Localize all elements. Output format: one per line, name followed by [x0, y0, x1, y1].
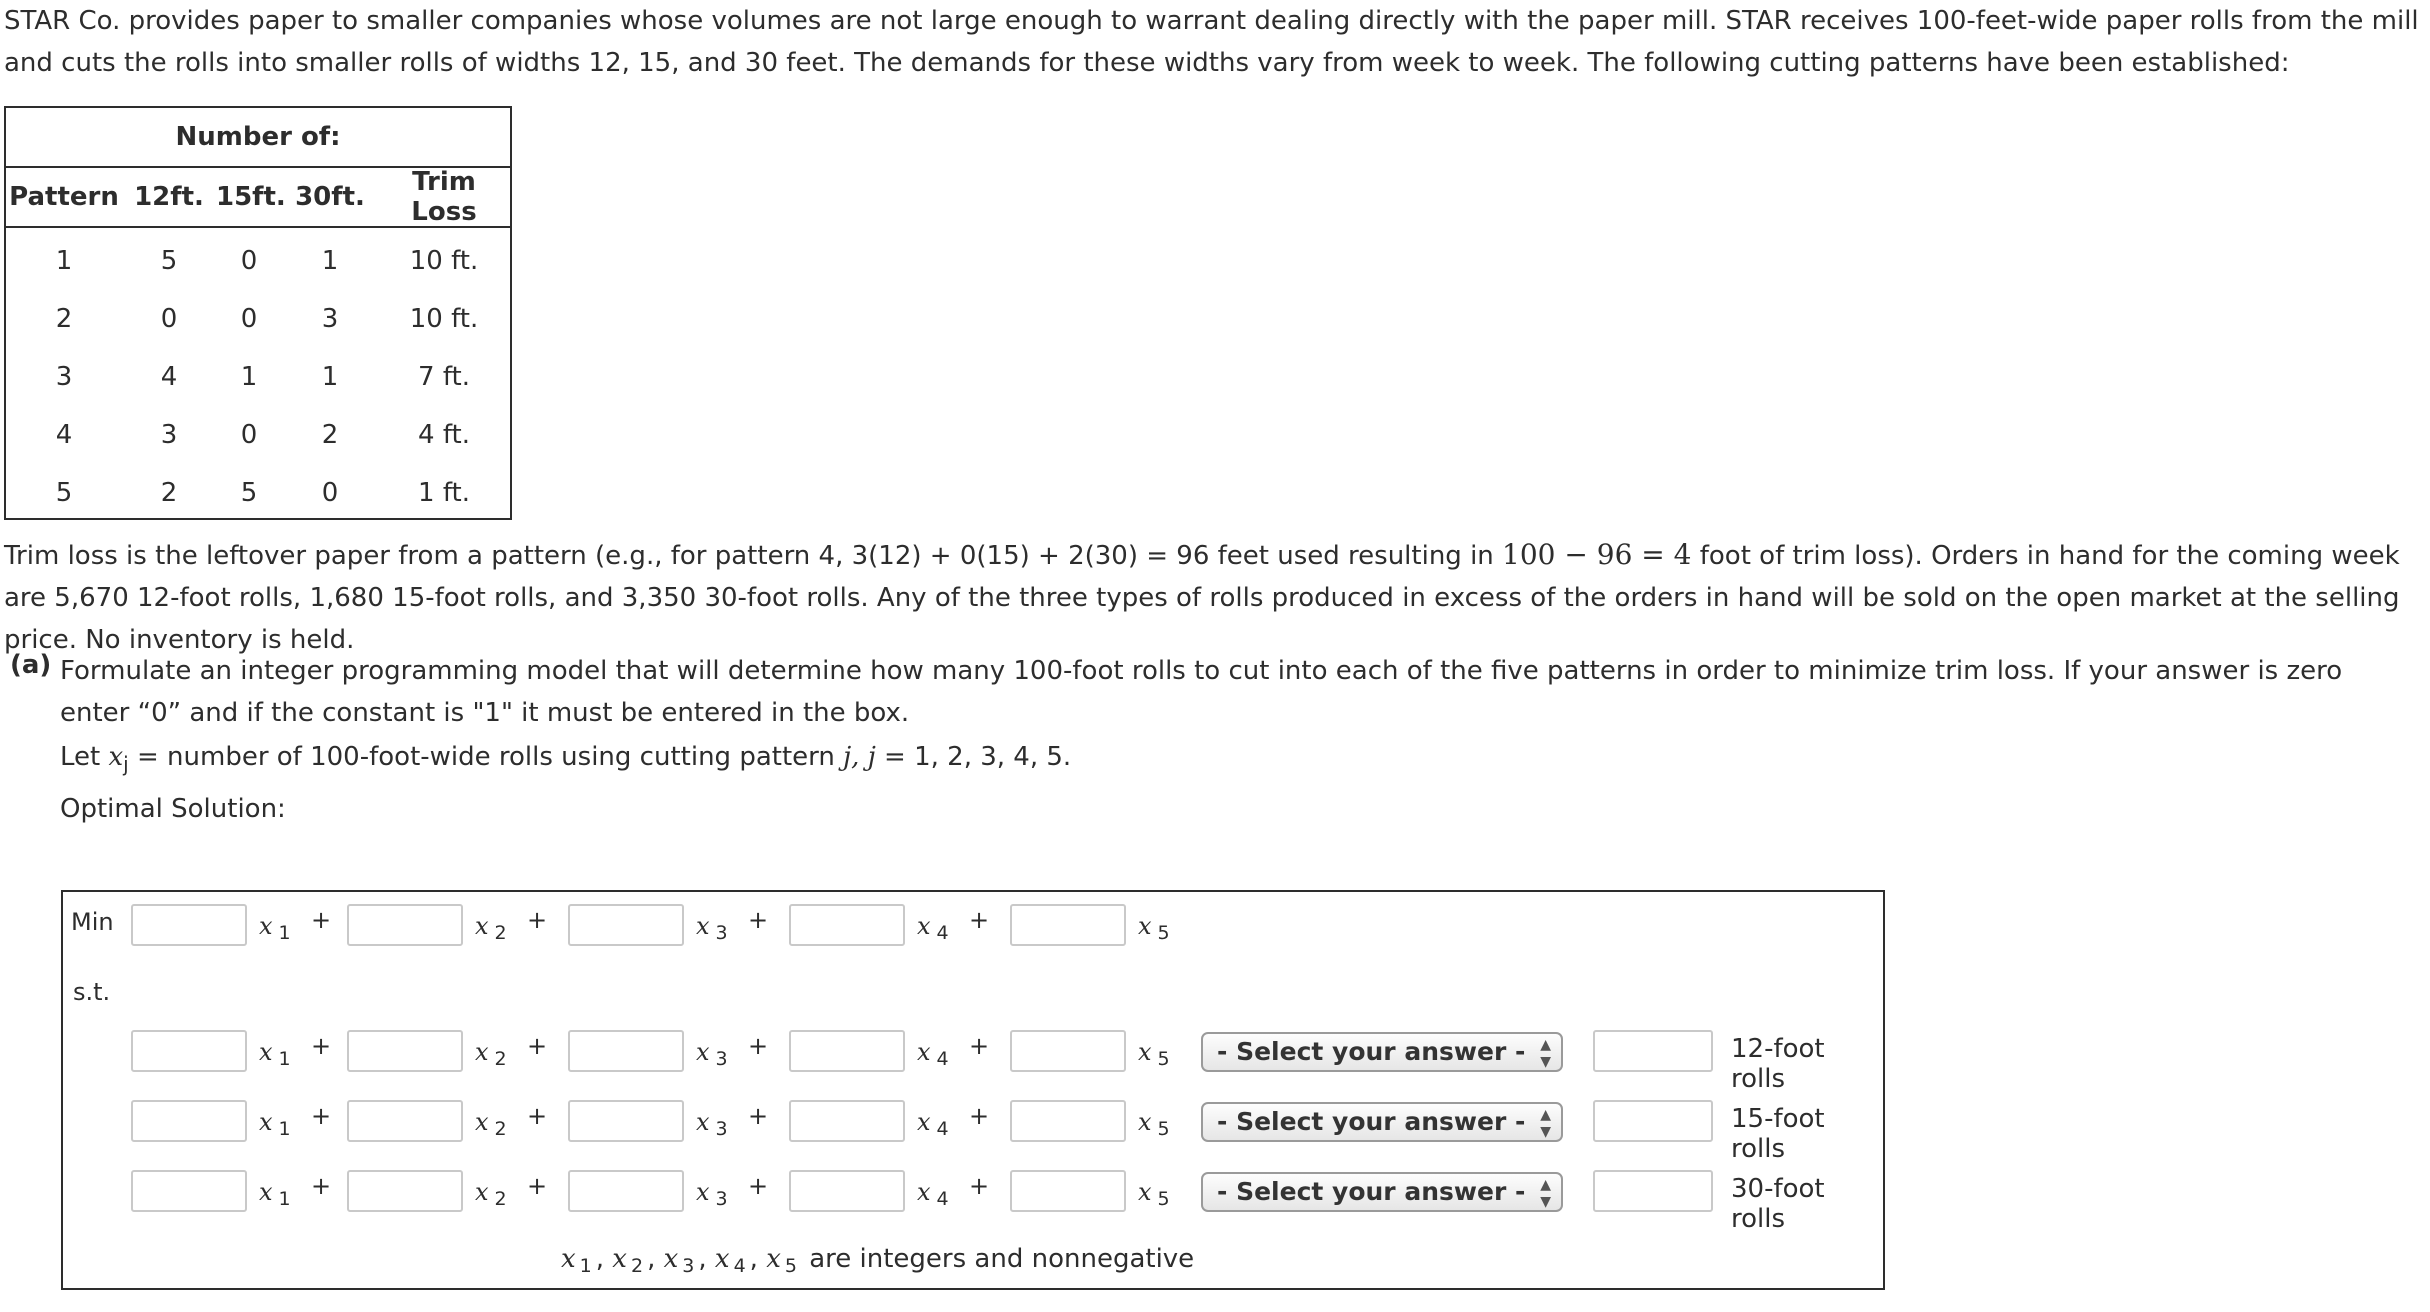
table-row [6, 232, 510, 290]
objective-coef-x5-input[interactable] [1010, 904, 1126, 946]
var-x2: x $_2$ [475, 1178, 507, 1210]
plus-sign: + [311, 1102, 332, 1130]
plus-sign: + [969, 1172, 990, 1200]
constraint1-rhs-input[interactable] [1593, 1030, 1713, 1072]
constraint1-label: 12-foot rolls [1731, 1034, 1825, 1094]
constraint2-relation-select[interactable]: - Select your answer - ▲ ▼ [1201, 1102, 1563, 1142]
plus-sign: + [969, 1032, 990, 1060]
header-15ft: 15ft. [216, 182, 286, 212]
var-x1: x $_1$ [259, 1178, 291, 1210]
cell-pattern: 5 [55, 478, 73, 508]
constraint2-coef-x3-input[interactable] [568, 1100, 684, 1142]
model-form [61, 890, 1885, 1290]
var-x4: x $_4$ [917, 912, 949, 944]
constraint2-label: 15-foot rolls [1731, 1104, 1825, 1164]
var-x4: x $_4$ [917, 1108, 949, 1140]
cell-30ft: 3 [321, 304, 339, 334]
cell-trim-loss: 10 ft. [409, 246, 479, 276]
constraint1-coef-x4-input[interactable] [789, 1030, 905, 1072]
cell-12ft: 4 [160, 362, 178, 392]
constraint3-coef-x3-input[interactable] [568, 1170, 684, 1212]
trim-text-after: foot of trim loss). Orders in hand for the coming week are 5,670 12-foot rolls, 1,680 15-foot rolls, and 3,350 30-foot rolls. Any of the three types of rolls produced in excess of the orders in hand will be sold on the open market at the selling price. No inventory is held. [4, 541, 2400, 655]
cell-pattern: 2 [55, 304, 73, 334]
plus-sign: + [527, 1172, 548, 1200]
plus-sign: + [527, 1102, 548, 1130]
cell-trim-loss: 7 ft. [418, 362, 470, 392]
st-label: s.t. [73, 978, 111, 1006]
table-header-row [6, 168, 510, 228]
var-x1: x $_1$ [259, 912, 291, 944]
var-x5: x $_5$ [1138, 912, 1170, 944]
problem-intro: STAR Co. provides paper to smaller companies whose volumes are not large enough to warrant dealing directly with the paper mill. STAR receives 100-feet-wide paper rolls from the mill and cuts the rolls into smaller rolls of widths 12, 15, and 30 feet. The demands for these widths vary from week to week. The following cutting patterns have been established: [4, 6, 2419, 78]
cell-12ft: 0 [160, 304, 178, 334]
constraint3-coef-x1-input[interactable] [131, 1170, 247, 1212]
variable-definition [60, 742, 1072, 776]
header-pattern: Pattern [9, 182, 119, 212]
plus-sign: + [748, 1172, 769, 1200]
cell-12ft: 5 [160, 246, 178, 276]
let-rest: = number of 100-foot-wide rolls using cutting pattern [128, 742, 844, 772]
select-arrows-icon: ▲ ▼ [1540, 1177, 1551, 1210]
objective-coef-x2-input[interactable] [347, 904, 463, 946]
constraint2-rhs-input[interactable] [1593, 1100, 1713, 1142]
objective-coef-x4-input[interactable] [789, 904, 905, 946]
cell-30ft: 1 [321, 362, 339, 392]
min-label: Min [71, 908, 114, 936]
constraint2-coef-x2-input[interactable] [347, 1100, 463, 1142]
let-variable: x [108, 742, 124, 772]
constraint1-relation-select[interactable]: - Select your answer - ▲ ▼ [1201, 1032, 1563, 1072]
cell-15ft: 0 [240, 304, 258, 334]
let-end: = 1, 2, 3, 4, 5. [875, 742, 1072, 772]
var-x4: x $_4$ [917, 1178, 949, 1210]
constraint3-coef-x2-input[interactable] [347, 1170, 463, 1212]
objective-coef-x3-input[interactable] [568, 904, 684, 946]
var-x5: x $_5$ [1138, 1038, 1170, 1070]
var-x3: x $_3$ [696, 1178, 728, 1210]
constraint1-coef-x5-input[interactable] [1010, 1030, 1126, 1072]
trim-math-expression: 100 − 96 = 4 [1502, 538, 1692, 571]
plus-sign: + [311, 1172, 332, 1200]
plus-sign: + [527, 906, 548, 934]
plus-sign: + [748, 1102, 769, 1130]
plus-sign: + [311, 1032, 332, 1060]
let-j: j, j [843, 742, 876, 772]
cell-30ft: 2 [321, 420, 339, 450]
cutting-pattern-table [4, 106, 512, 520]
plus-sign: + [527, 1032, 548, 1060]
constraint3-label: 30-foot rolls [1731, 1174, 1825, 1234]
let-prefix: Let [60, 742, 101, 772]
var-x1: x $_1$ [259, 1038, 291, 1070]
var-x5: x $_5$ [1138, 1178, 1170, 1210]
constraint2-coef-x4-input[interactable] [789, 1100, 905, 1142]
trim-text-before: Trim loss is the leftover paper from a pattern (e.g., for pattern 4, 3(12) + 0(15) + 2(30) = 96 feet used resulting in [4, 541, 1503, 571]
optimal-solution-label: Optimal Solution: [60, 794, 286, 824]
var-x2: x $_2$ [475, 1038, 507, 1070]
var-x2: x $_2$ [475, 1108, 507, 1140]
header-12ft: 12ft. [134, 182, 204, 212]
constraint1-coef-x3-input[interactable] [568, 1030, 684, 1072]
select-arrows-icon: ▲ ▼ [1540, 1037, 1551, 1070]
constraint1-coef-x1-input[interactable] [131, 1030, 247, 1072]
constraint3-rhs-input[interactable] [1593, 1170, 1713, 1212]
cell-30ft: 0 [321, 478, 339, 508]
constraint2-coef-x1-input[interactable] [131, 1100, 247, 1142]
table-row [6, 290, 510, 348]
plus-sign: + [311, 906, 332, 934]
cell-15ft: 1 [240, 362, 258, 392]
constraint3-coef-x4-input[interactable] [789, 1170, 905, 1212]
trim-loss-paragraph [4, 534, 2424, 661]
plus-sign: + [969, 1102, 990, 1130]
objective-coef-x1-input[interactable] [131, 904, 247, 946]
var-x5: x $_5$ [1138, 1108, 1170, 1140]
var-x3: x $_3$ [696, 1038, 728, 1070]
plus-sign: + [969, 906, 990, 934]
cell-pattern: 3 [55, 362, 73, 392]
cell-pattern: 4 [55, 420, 73, 450]
plus-sign: + [748, 1032, 769, 1060]
table-title: Number of: [6, 108, 510, 168]
var-x2: x $_2$ [475, 912, 507, 944]
cell-30ft: 1 [321, 246, 339, 276]
table-row [6, 406, 510, 464]
part-a-label: (a) [10, 650, 52, 680]
cell-trim-loss: 4 ft. [418, 420, 470, 450]
var-x3: x $_3$ [696, 1108, 728, 1140]
header-30ft: 30ft. [295, 182, 365, 212]
cell-15ft: 0 [240, 420, 258, 450]
cell-15ft: 5 [240, 478, 258, 508]
var-x3: x $_3$ [696, 912, 728, 944]
table-row [6, 464, 510, 522]
constraint2-coef-x5-input[interactable] [1010, 1100, 1126, 1142]
constraint3-relation-select[interactable]: - Select your answer - ▲ ▼ [1201, 1172, 1563, 1212]
cell-12ft: 3 [160, 420, 178, 450]
cell-trim-loss: 10 ft. [409, 304, 479, 334]
nonnegativity-constraint: x 1 , x 2 , x 3 , x 4 , x 5 are integers and nonnegative [561, 1244, 1195, 1277]
select-arrows-icon: ▲ ▼ [1540, 1107, 1551, 1140]
cell-pattern: 1 [55, 246, 73, 276]
table-row [6, 348, 510, 406]
var-x1: x $_1$ [259, 1108, 291, 1140]
constraint1-coef-x2-input[interactable] [347, 1030, 463, 1072]
cell-12ft: 2 [160, 478, 178, 508]
part-a-instructions: Formulate an integer programming model that will determine how many 100-foot rolls to cut into each of the five patterns in order to minimize trim loss. If your answer is zero enter “0” and if the constant is "1" it must be entered in the box. [60, 656, 2343, 728]
var-x4: x $_4$ [917, 1038, 949, 1070]
let-subscript: j [123, 752, 129, 776]
cell-15ft: 0 [240, 246, 258, 276]
plus-sign: + [748, 906, 769, 934]
cell-trim-loss: 1 ft. [418, 478, 470, 508]
constraint3-coef-x5-input[interactable] [1010, 1170, 1126, 1212]
header-trim-loss: Trim Loss [411, 167, 477, 227]
